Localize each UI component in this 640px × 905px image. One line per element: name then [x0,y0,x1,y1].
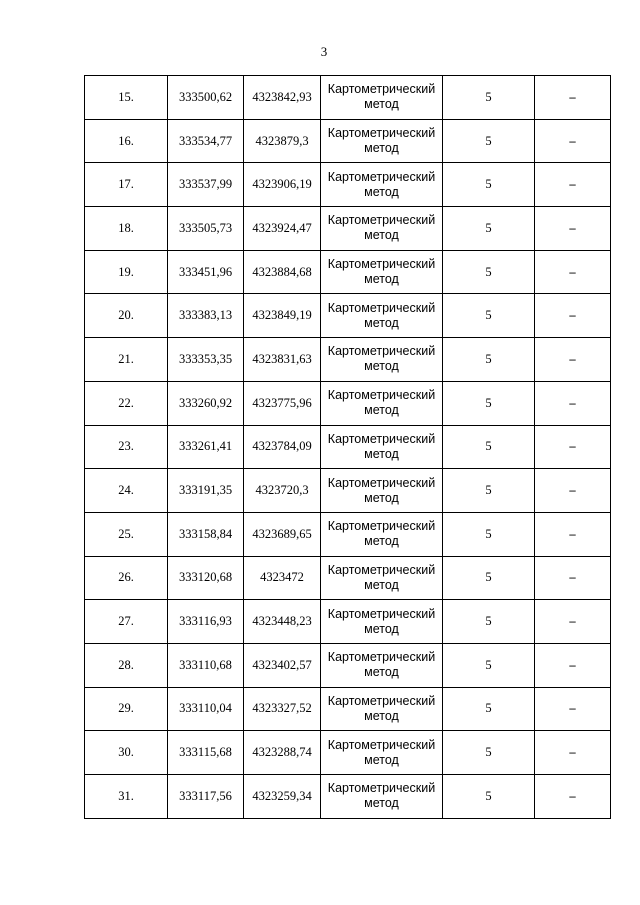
method-line-1: Картометрический [327,606,436,621]
method-line-1: Картометрический [327,562,436,577]
method-cell [321,338,443,382]
accuracy-cell: 5 [443,294,535,338]
method-line-2: метод [364,665,399,680]
table-row [85,381,611,425]
method-cell [321,163,443,207]
y-coordinate-cell: 4323906,19 [244,163,321,207]
table-row [85,294,611,338]
method-line-1: Картометрический [327,431,436,446]
coordinates-table [84,75,611,819]
accuracy-cell: 5 [443,731,535,775]
method-line-2: метод [364,621,399,636]
y-coordinate-cell: 4323775,96 [244,381,321,425]
method-line-1: Картометрический [327,169,436,184]
method-line-2: метод [364,752,399,767]
method-cell [321,775,443,819]
point-number-cell: 16. [85,119,168,163]
point-number-cell: 28. [85,643,168,687]
note-cell: – [535,338,611,382]
x-coordinate-cell: 333505,73 [168,207,244,251]
x-coordinate-cell: 333383,13 [168,294,244,338]
note-cell: – [535,469,611,513]
accuracy-cell: 5 [443,425,535,469]
method-line-2: метод [364,359,399,374]
table-row [85,119,611,163]
y-coordinate-cell: 4323720,3 [244,469,321,513]
table-row [85,731,611,775]
point-number-cell: 19. [85,250,168,294]
x-coordinate-cell: 333534,77 [168,119,244,163]
method-line-1: Картометрический [327,257,436,272]
x-coordinate-cell: 333191,35 [168,469,244,513]
method-line-1: Картометрический [327,213,436,228]
method-line-2: метод [364,315,399,330]
x-coordinate-cell: 333260,92 [168,381,244,425]
method-line-1: Картометрический [327,650,436,665]
accuracy-cell: 5 [443,643,535,687]
accuracy-cell: 5 [443,512,535,556]
note-cell: – [535,119,611,163]
x-coordinate-cell: 333500,62 [168,76,244,120]
table-row [85,687,611,731]
accuracy-cell: 5 [443,207,535,251]
method-line-1: Картометрический [327,388,436,403]
table-row [85,207,611,251]
method-line-1: Картометрический [327,737,436,752]
method-line-2: метод [364,97,399,112]
method-cell [321,294,443,338]
point-number-cell: 18. [85,207,168,251]
point-number-cell: 29. [85,687,168,731]
method-line-2: метод [364,446,399,461]
method-cell [321,250,443,294]
y-coordinate-cell: 4323689,65 [244,512,321,556]
point-number-cell: 15. [85,76,168,120]
point-number-cell: 26. [85,556,168,600]
accuracy-cell: 5 [443,381,535,425]
x-coordinate-cell: 333451,96 [168,250,244,294]
method-line-1: Картометрический [327,475,436,490]
y-coordinate-cell: 4323784,09 [244,425,321,469]
page-number: 3 [320,44,328,59]
accuracy-cell: 5 [443,338,535,382]
point-number-cell: 25. [85,512,168,556]
note-cell: – [535,76,611,120]
x-coordinate-cell: 333261,41 [168,425,244,469]
method-line-1: Картометрический [327,781,436,796]
point-number-cell: 23. [85,425,168,469]
x-coordinate-cell: 333120,68 [168,556,244,600]
table-row [85,163,611,207]
note-cell: – [535,775,611,819]
y-coordinate-cell: 4323924,47 [244,207,321,251]
method-line-2: метод [364,228,399,243]
note-cell: – [535,600,611,644]
table-row [85,338,611,382]
table-row [85,556,611,600]
method-line-2: метод [364,184,399,199]
note-cell: – [535,556,611,600]
accuracy-cell: 5 [443,250,535,294]
method-cell [321,425,443,469]
method-line-2: метод [364,796,399,811]
x-coordinate-cell: 333353,35 [168,338,244,382]
point-number-cell: 27. [85,600,168,644]
method-line-1: Картометрический [327,126,436,141]
method-cell [321,643,443,687]
x-coordinate-cell: 333115,68 [168,731,244,775]
accuracy-cell: 5 [443,687,535,731]
method-cell [321,207,443,251]
note-cell: – [535,207,611,251]
accuracy-cell: 5 [443,76,535,120]
accuracy-cell: 5 [443,556,535,600]
method-line-1: Картометрический [327,519,436,534]
method-line-2: метод [364,141,399,156]
note-cell: – [535,163,611,207]
method-line-2: метод [364,577,399,592]
method-line-1: Картометрический [327,344,436,359]
x-coordinate-cell: 333110,04 [168,687,244,731]
y-coordinate-cell: 4323884,68 [244,250,321,294]
table-row [85,643,611,687]
accuracy-cell: 5 [443,775,535,819]
table-row [85,775,611,819]
method-cell [321,76,443,120]
y-coordinate-cell: 4323402,57 [244,643,321,687]
note-cell: – [535,425,611,469]
table-row [85,600,611,644]
note-cell: – [535,294,611,338]
method-cell [321,469,443,513]
accuracy-cell: 5 [443,600,535,644]
method-cell [321,119,443,163]
point-number-cell: 17. [85,163,168,207]
point-number-cell: 31. [85,775,168,819]
table-row [85,250,611,294]
x-coordinate-cell: 333158,84 [168,512,244,556]
x-coordinate-cell: 333110,68 [168,643,244,687]
note-cell: – [535,731,611,775]
y-coordinate-cell: 4323831,63 [244,338,321,382]
method-cell [321,512,443,556]
method-cell [321,600,443,644]
y-coordinate-cell: 4323842,93 [244,76,321,120]
method-line-2: метод [364,708,399,723]
method-line-2: метод [364,403,399,418]
table-row [85,469,611,513]
table-row [85,425,611,469]
accuracy-cell: 5 [443,163,535,207]
point-number-cell: 20. [85,294,168,338]
point-number-cell: 22. [85,381,168,425]
y-coordinate-cell: 4323448,23 [244,600,321,644]
table-row [85,76,611,120]
point-number-cell: 30. [85,731,168,775]
method-cell [321,687,443,731]
coordinates-table-body [85,76,611,819]
point-number-cell: 24. [85,469,168,513]
note-cell: – [535,381,611,425]
accuracy-cell: 5 [443,469,535,513]
accuracy-cell: 5 [443,119,535,163]
note-cell: – [535,250,611,294]
method-line-1: Картометрический [327,82,436,97]
method-cell [321,381,443,425]
y-coordinate-cell: 4323327,52 [244,687,321,731]
note-cell: – [535,687,611,731]
method-line-1: Картометрический [327,693,436,708]
note-cell: – [535,512,611,556]
method-cell [321,556,443,600]
method-line-2: метод [364,490,399,505]
point-number-cell: 21. [85,338,168,382]
x-coordinate-cell: 333537,99 [168,163,244,207]
y-coordinate-cell: 4323288,74 [244,731,321,775]
method-line-1: Картометрический [327,300,436,315]
note-cell: – [535,643,611,687]
x-coordinate-cell: 333117,56 [168,775,244,819]
method-cell [321,731,443,775]
y-coordinate-cell: 4323849,19 [244,294,321,338]
x-coordinate-cell: 333116,93 [168,600,244,644]
y-coordinate-cell: 4323472 [244,556,321,600]
method-line-2: метод [364,272,399,287]
y-coordinate-cell: 4323879,3 [244,119,321,163]
table-row [85,512,611,556]
method-line-2: метод [364,534,399,549]
y-coordinate-cell: 4323259,34 [244,775,321,819]
